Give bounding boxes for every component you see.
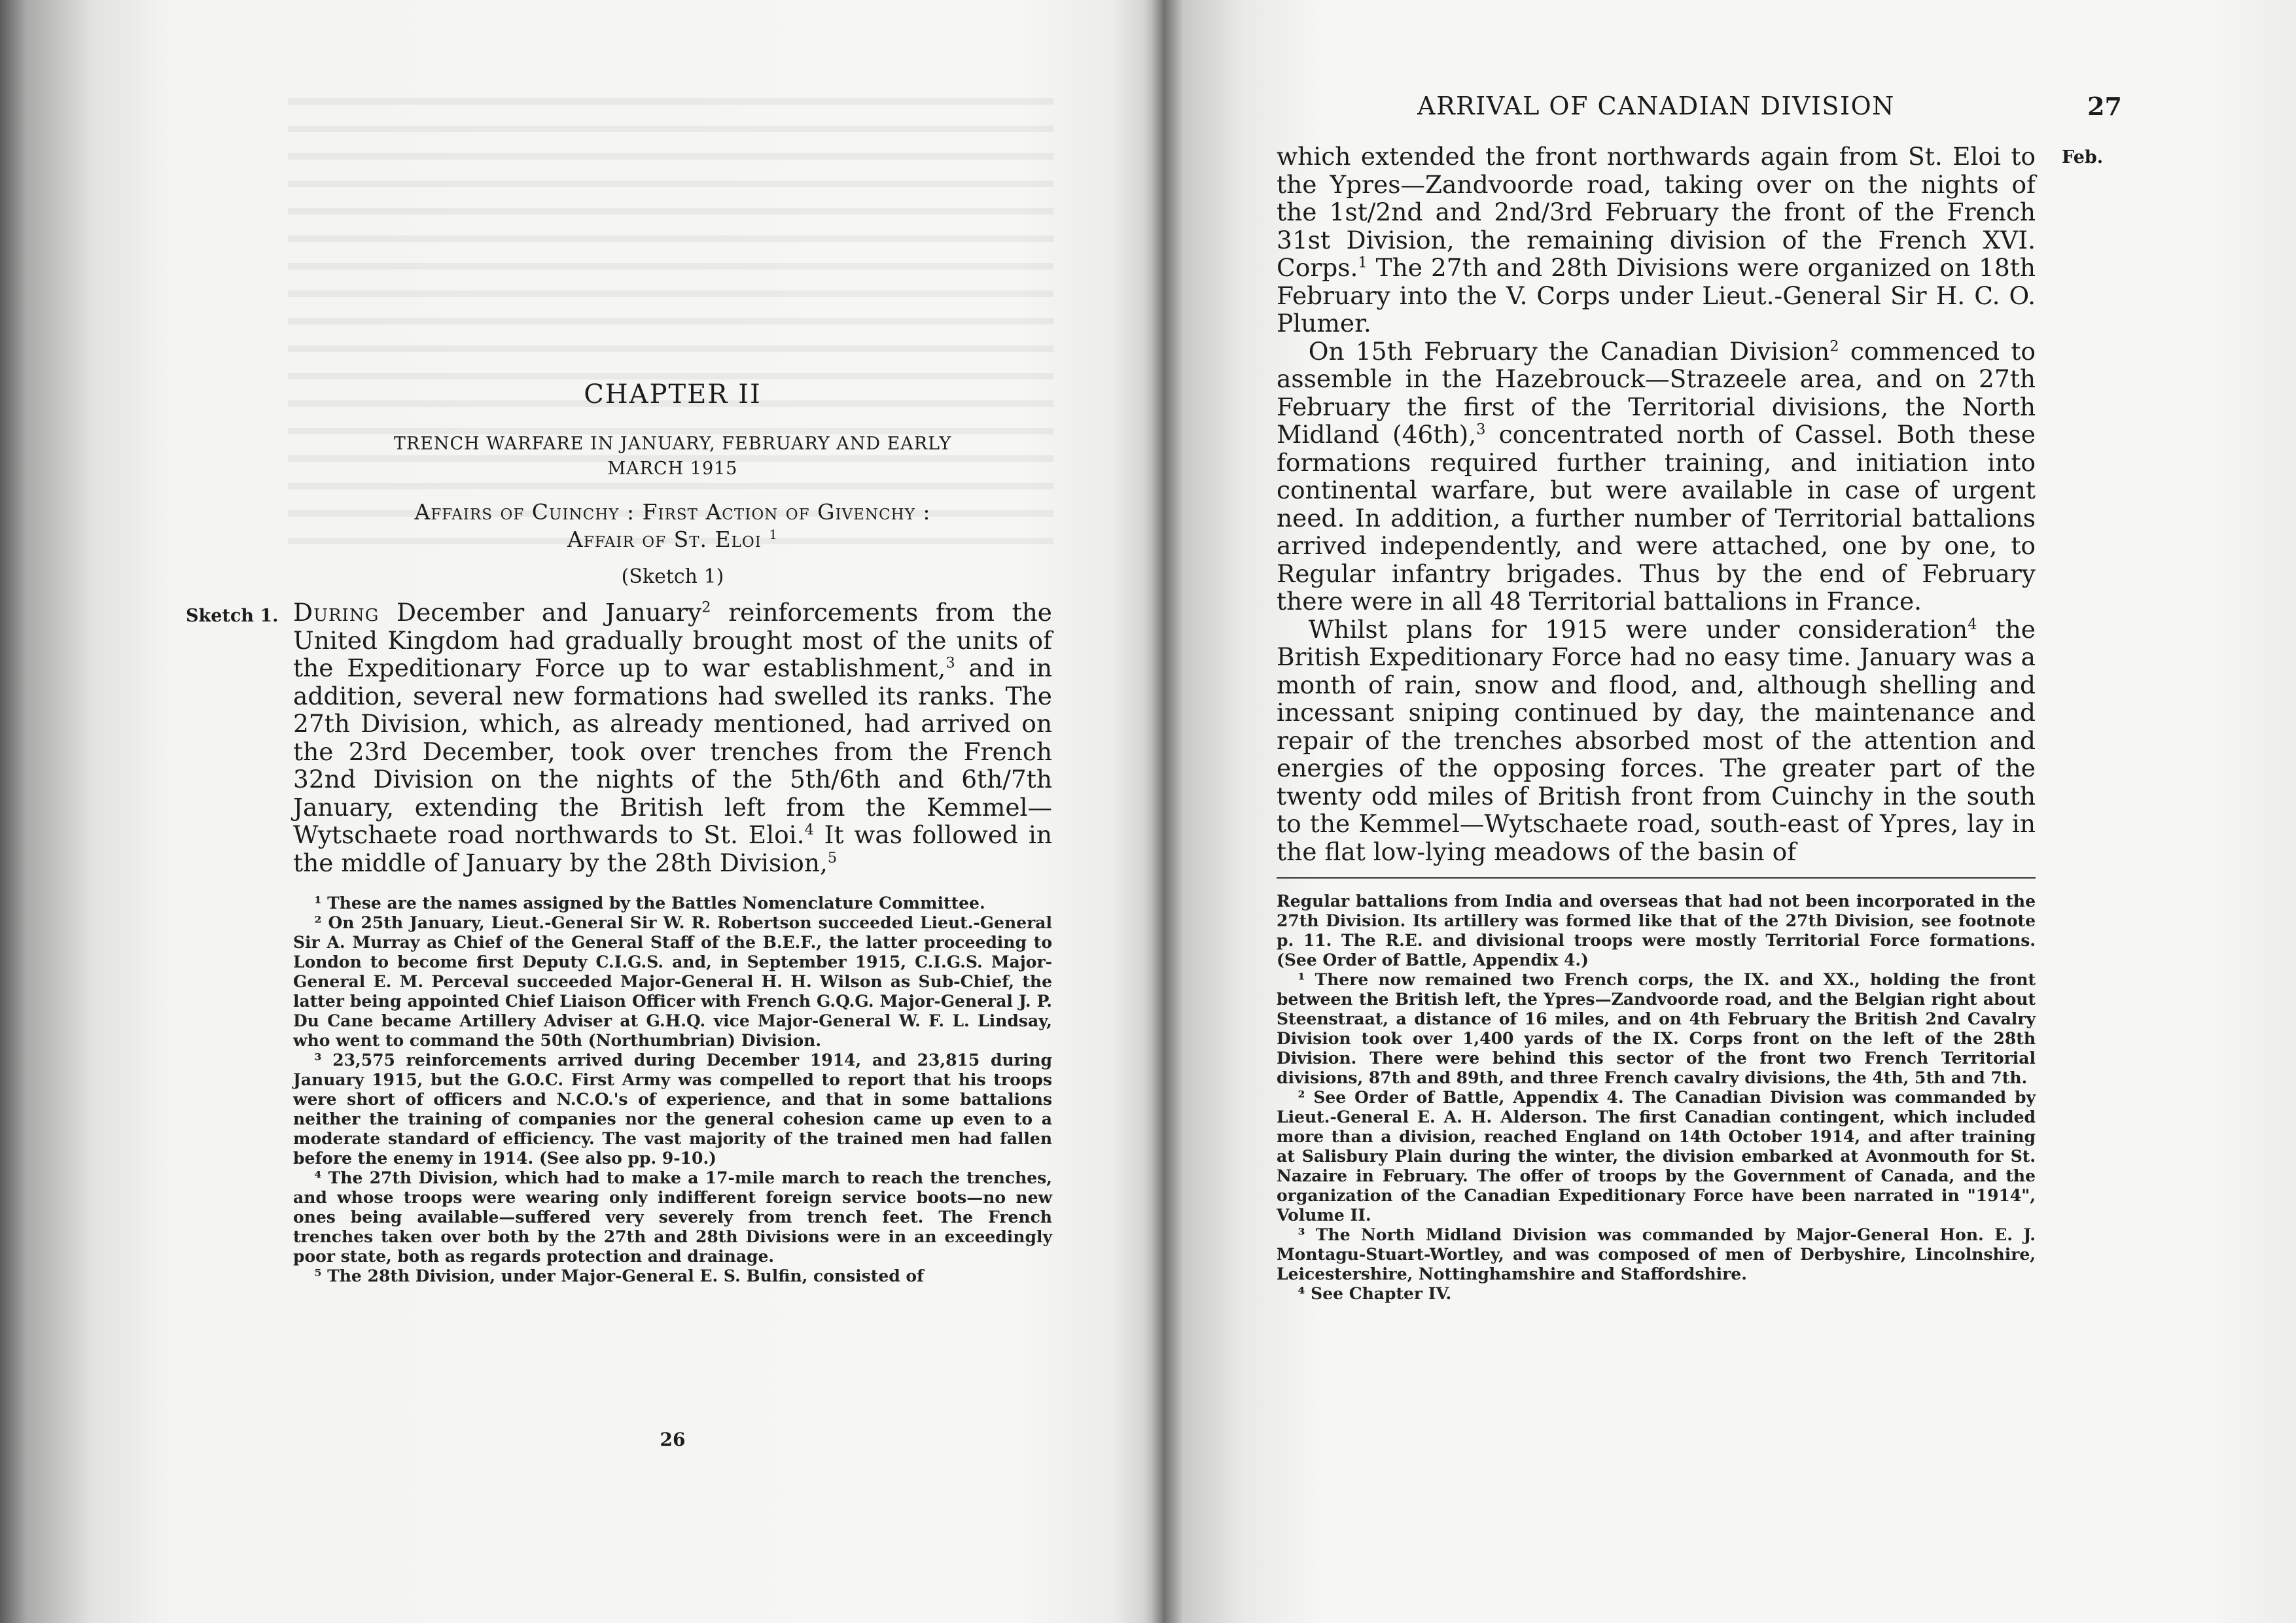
left-text-column (186, 366, 1052, 1286)
footnote: ¹ There now remained two French corps, the IX. and XX., holding the front between the British left, the Ypres—Zandvoorde road, and the Belgian right about Steenstraat, a distance of 16 miles, and on 4th February the British 2nd Cavalry Division took over 1,400 yards of the IX. Corps front on the left of the 28th Division. There were behind this sector of the front two French Territorial divisions, 87th and 89th, and three French cavalry divisions, the 4th, 5th and 7th. (1277, 970, 2036, 1087)
body-text-part: which extended the front northwards again from St. Eloi to the Ypres—Zandvoorde road, taking over on the nights of the 1st/2nd and 2nd/3rd February the front of the French 31st Division, the remaining division of the French XVI. Corps. (1277, 142, 2036, 282)
right-paragraph-2 (1277, 338, 2036, 616)
body-text-part: concentrated north of Cassel. Both these formations required further training, and initiation into continental warfare, but were available in case of urgent need. In addition, a further number of Territorial battalions arrived independently, and were attached, one by one, to Regular infantry brigades. Thus by the end of February there were in all 48 Territorial battalions in France. (1277, 420, 2036, 616)
body-text-part: December and January (379, 598, 702, 627)
spacer (293, 877, 1052, 894)
footnote-ref: 4 (804, 821, 814, 839)
footnote-continuation: Regular battalions from India and overseas that had not been incorporated in the 27th Division. Its artillery was formed like that of the 27th Division, see footnote p. 11. The R.E. and divisional troops were mostly Territorial Force formations. (See Order of Battle, Appendix 4.) (1277, 892, 2036, 969)
body-text-part: Whilst plans for 1915 were under consideration (1308, 614, 1968, 644)
affairs-line-1: Affairs of Cuinchy : First Action of Givenchy : (414, 499, 931, 525)
affairs-line-2-text: Affair of St. Eloi (567, 527, 762, 552)
body-text-part: On 15th February the Canadian Division (1308, 336, 1830, 366)
subtitle-line-2: MARCH 1915 (607, 459, 738, 479)
footnote: ³ The North Midland Division was commanded by Major-General Hon. E. J. Montagu-Stuart-Wortley, and was composed of men of Derbyshire, Lincolnshire, Leicestershire, Nottinghamshire and Staffordshire. (1277, 1225, 2036, 1283)
opening-word: During (293, 598, 380, 627)
margin-note: Feb. (2062, 147, 2104, 167)
footnote: ⁵ The 28th Division, under Major-General E. S. Bulfin, consisted of (314, 1266, 924, 1285)
chapter-title: CHAPTER II (584, 379, 762, 410)
footnote-rule (1277, 877, 2036, 879)
running-head (1277, 92, 2122, 122)
subtitle-line-1: TRENCH WARFARE IN JANUARY, FEBRUARY AND EARLY (393, 434, 952, 454)
page-number: 26 (660, 1429, 686, 1450)
right-body-text (1277, 142, 2104, 866)
footnote-ref: 3 (945, 654, 955, 672)
page-number: 27 (2087, 92, 2122, 121)
affairs-line-2 (293, 526, 1052, 553)
right-paragraph-3 (1277, 616, 2036, 866)
left-body-text (186, 598, 1052, 877)
footnote-ref: 4 (1968, 616, 1977, 633)
footnote: ³ 23,575 reinforcements arrived during December 1914, and 23,815 during January 1915, but the G.O.C. First Army was compelled to report that his troops were short of officers and N.C.O.'s of experience, and that in some battalions neither the training of companies nor the general cohesion came up even to a moderate standard of efficiency. The vast majority of the trained men had fallen before the enemy in 1914. (See also pp. 9-10.) (293, 1051, 1052, 1168)
left-paragraph (293, 599, 1052, 877)
body-text-part: reinforcements from the United Kingdom had gradually brought most of the units of the Expeditionary Force up to war establishment, (293, 598, 1052, 682)
chapter-subtitle (293, 432, 1052, 481)
footnote-ref: 2 (1829, 338, 1839, 355)
footnote: ² See Order of Battle, Appendix 4. The Canadian Division was commanded by Lieut.-General E. A. H. Alderson. The first Canadian contingent, which included more than a division, reached England on 14th October 1914, and after training at Salisbury Plain during the winter, the division embarked at Avonmouth for St. Nazaire in February. The offer of troops by the Government of Canada, and the organization of the Canadian Expeditionary Force have been narrated in "1914", Volume II. (1277, 1088, 2036, 1225)
footnote-ref: 5 (827, 849, 838, 866)
footnote-ref: 1 (769, 527, 778, 542)
running-title: ARRIVAL OF CANADIAN DIVISION (1417, 92, 1895, 120)
body-text-part: The 27th and 28th Divisions were organized on 18th February into the V. Corps under Lieut.-General Sir H. C. O. Plumer. (1277, 253, 2036, 338)
body-text-part: It was followed in the middle of January by the 28th Division, (293, 820, 1052, 877)
chapter-affairs (293, 498, 1052, 553)
footnote: ¹ These are the names assigned by the Battles Nomenclature Committee. (314, 894, 985, 913)
right-footnotes (1277, 892, 2036, 1304)
body-text-part: commenced to assemble in the Hazebrouck—Strazeele area, and on 27th February the first of the Territorial divisions, the North Midland (46th), (1277, 336, 2036, 449)
footnote: ⁴ The 27th Division, which had to make a 17-mile march to reach the trenches, and whose troops were wearing only indifferent foreign service boots—no new ones being available—suffered very severely from trench feet. The French trenches taken over both by the 27th and 28th Divisions were in an exceedingly poor state, both as regards protection and drainage. (293, 1168, 1052, 1266)
right-paragraph-1 (1277, 143, 2036, 338)
footnote-ref: 1 (1358, 254, 1368, 271)
body-text-part: the British Expeditionary Force had no easy time. January was a month of rain, snow and flood, and, although shelling and incessant sniping continued by day, the maintenance and repair of the trenches absorbed most of the attention and energies of the opposing forces. The greater part of the twenty odd miles of British front from Cuinchy in the south to the Kemmel—Wytschaete road, south-east of Ypres, lay in the flat low-lying meadows of the basin of (1277, 614, 2036, 866)
right-text-column (1277, 143, 2122, 1304)
footnote-ref: 2 (701, 599, 711, 616)
right-page (1163, 0, 2296, 1623)
footnote: ² On 25th January, Lieut.-General Sir W. R. Robertson succeeded Lieut.-General Sir A. Murray as Chief of the General Staff of the B.E.F., the latter proceeding to London to become first Deputy C.I.G.S. and, in September 1915, C.I.G.S. Major-General E. M. Perceval succeeded Major-General H. H. Wilson as Sub-Chief, the latter being appointed Chief Liaison Officer with French G.Q.G. Major-General J. P. Du Cane became Artillery Adviser at G.H.Q. vice Major-General W. F. L. Lindsay, who went to command the 50th (Northumbrian) Division. (293, 913, 1052, 1050)
sketch-reference: (Sketch 1) (621, 565, 724, 588)
left-footnotes (293, 894, 1052, 1286)
footnote-ref: 3 (1476, 421, 1486, 438)
footnote: ⁴ See Chapter IV. (1298, 1284, 1452, 1303)
margin-note: Sketch 1. (186, 606, 279, 626)
body-text-part: and in addition, several new formations had swelled its ranks. The 27th Division, which, as already mentioned, had arrived on the 23rd December, took over trenches from the French 32nd Division on the nights of the 5th/6th and 6th/7th January, extending the British left from the Kemmel—Wytschaete road northwards to St. Eloi. (293, 654, 1052, 849)
book-gutter (1144, 0, 1183, 1623)
